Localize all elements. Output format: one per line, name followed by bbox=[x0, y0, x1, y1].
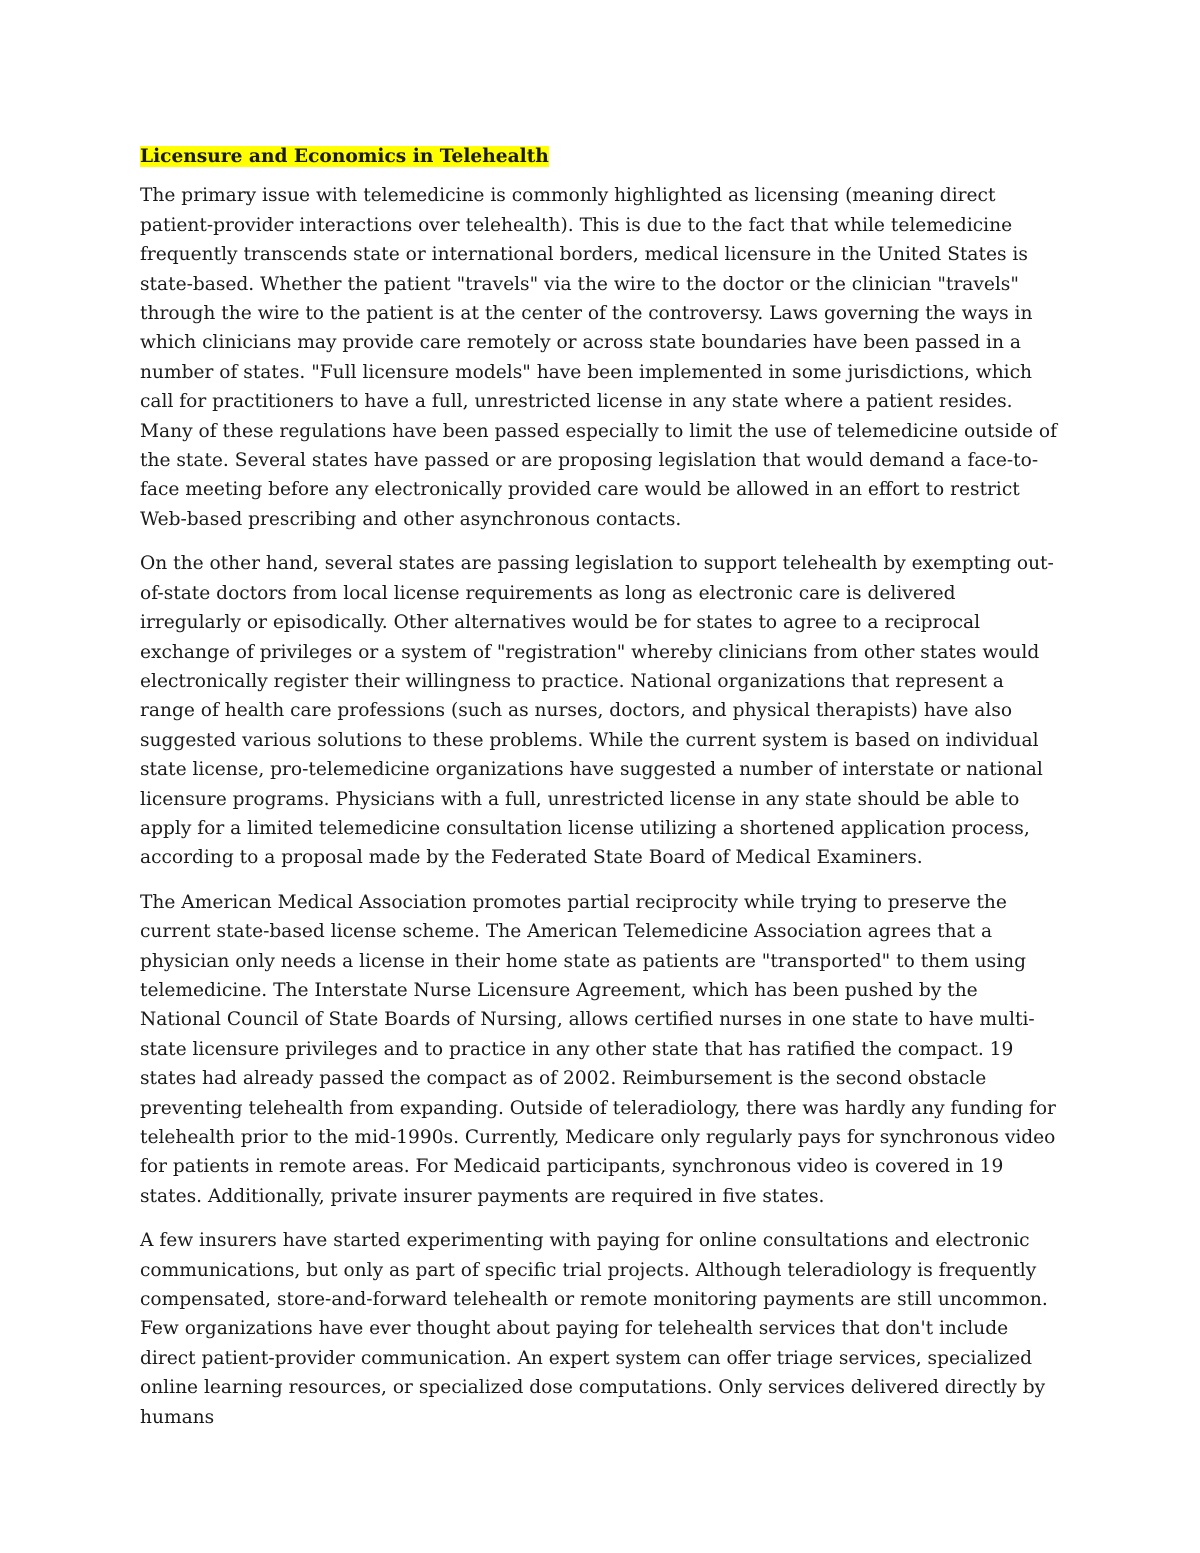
paragraph-licensing-issue: The primary issue with telemedicine is commonly highlighted as licensing (meaning direct patient-provider interactions over telehealth). This is due to the fact that while telemedicine frequently transcends state or international borders, medical licensure in the United States is state-based. Whether the patient "travels" via the wire to the doctor or the clinician "travels" through the wire to the patient is at the center of the controversy. Laws governing the ways in which clinicians may provide care remotely or across state boundaries have been passed in a number of states. "Full licensure models" have been implemented in some jurisdictions, which call for practitioners to have a full, unrestricted license in any state where a patient resides. Many of these regulations have been passed especially to limit the use of telemedicine outside of the state. Several states have passed or are proposing legislation that would demand a face-to-face meeting before any electronically provided care would be allowed in an effort to restrict Web-based prescribing and other asynchronous contacts. bbox=[140, 185, 1058, 530]
paragraph-insurers: A few insurers have started experimenting with paying for online consultations and electronic communications, but only as part of specific trial projects. Although teleradiology is frequently compensated, store-and-forward telehealth or remote monitoring payments are still uncommon. Few organizations have ever thought about paying for telehealth services that don't include direct patient-provider communication. An expert system can offer triage services, specialized online learning resources, or specialized dose computations. Only services delivered directly by humans bbox=[140, 1230, 1048, 1428]
document-title bbox=[140, 142, 1060, 171]
document-body bbox=[140, 142, 1060, 1447]
paragraph-reciprocity-reimbursement: The American Medical Association promotes partial reciprocity while trying to preserve the current state-based license scheme. The American Telemedicine Association agrees that a physician only needs a license in their home state as patients are "transported" to them using telemedicine. The Interstate Nurse Licensure Agreement, which has been pushed by the National Council of State Boards of Nursing, allows certified nurses in one state to have multi-state licensure privileges and to practice in any other state that has ratified the compact. 19 states had already passed the compact as of 2002. Reimbursement is the second obstacle preventing telehealth from expanding. Outside of teleradiology, there was hardly any funding for telehealth prior to the mid-1990s. Currently, Medicare only regularly pays for synchronous video for patients in remote areas. For Medicaid participants, synchronous video is covered in 19 states. Additionally, private insurer payments are required in five states. bbox=[140, 891, 1056, 1207]
highlighted-title-text: Licensure and Economics in Telehealth bbox=[140, 146, 549, 167]
paragraph-supporting-legislation: On the other hand, several states are passing legislation to support telehealth by exempting out-of-state doctors from local license requirements as long as electronic care is delivered irregularly or episodically. Other alternatives would be for states to agree to a reciprocal exchange of privileges or a system of "registration" whereby clinicians from other states would electronically register their willingness to practice. National organizations that represent a range of health care professions (such as nurses, doctors, and physical therapists) have also suggested various solutions to these problems. While the current system is based on individual state license, pro-telemedicine organizations have suggested a number of interstate or national licensure programs. Physicians with a full, unrestricted license in any state should be able to apply for a limited telemedicine consultation license utilizing a shortened application process, according to a proposal made by the Federated State Board of Medical Examiners. bbox=[140, 553, 1054, 869]
